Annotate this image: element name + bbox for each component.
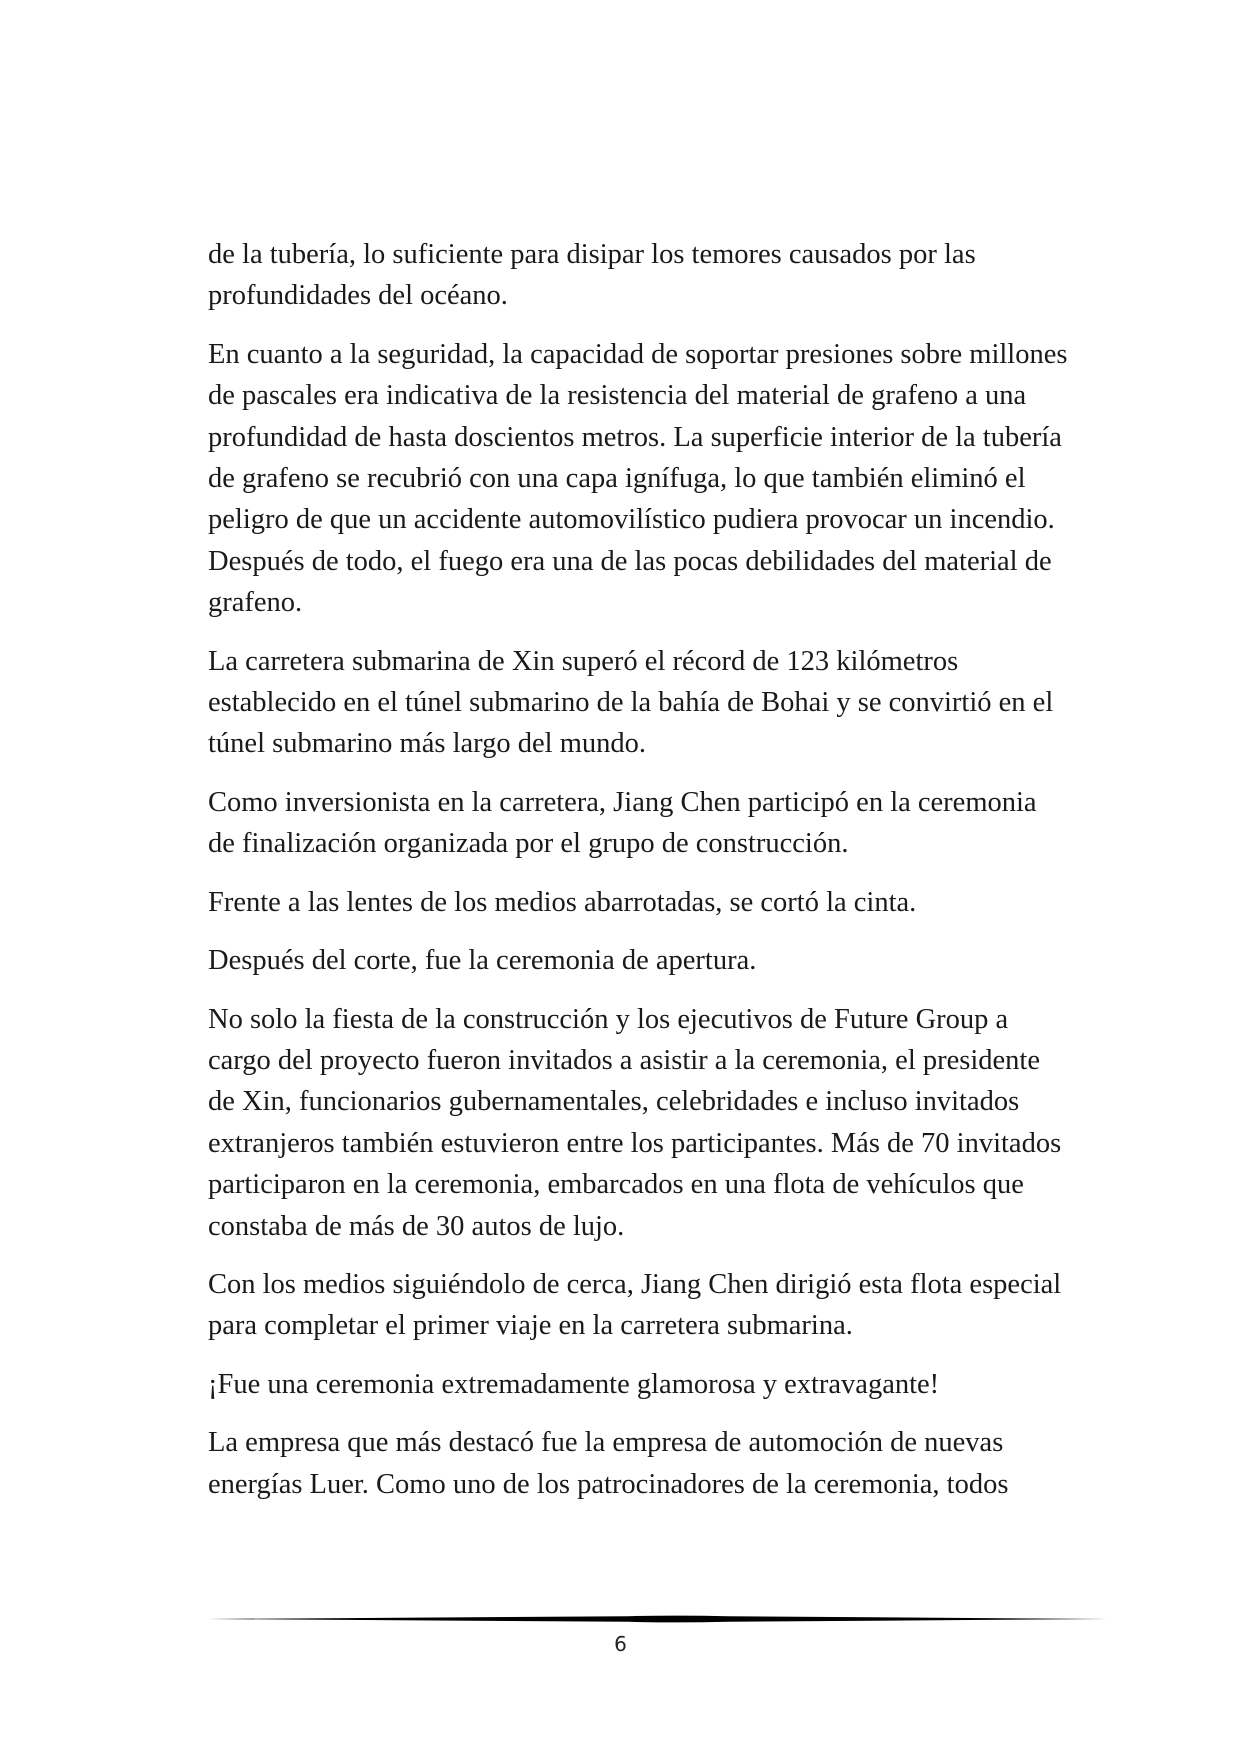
paragraph-1: de la tubería, lo suficiente para disipar los temores causados por las profundidades del océano. [208, 239, 976, 312]
paragraph-6: Después del corte, fue la ceremonia de apertura. [208, 945, 757, 977]
paragraph-10: La empresa que más destacó fue la empresa de automoción de nuevas energías Luer. Como uno de los patrocinadores de la ceremonia, todos [208, 1427, 1009, 1500]
paragraph-3: La carretera submarina de Xin superó el récord de 123 kilómetros establecido en el túnel submarino de la bahía de Bohai y se convirtió en el túnel submarino más largo del mundo. [208, 645, 1054, 760]
paragraph-7: No solo la fiesta de la construcción y los ejecutivos de Future Group a cargo del proyecto fueron invitados a asistir a la ceremonia, el presidente de Xin, funcionarios gubernamentales, celebridades e incluso invitados extranjeros también estuvieron entre los participantes. Más de 70 invitados participaron en la ceremonia, embarcados en una flota de vehículos que constaba de más de 30 autos de lujo. [208, 1003, 1062, 1242]
footer-divider [208, 1612, 1108, 1626]
footer-divider-swash [208, 1616, 1108, 1623]
paragraph-9: ¡Fue una ceremonia extremadamente glamorosa y extravagante! [208, 1368, 940, 1400]
page-number: 6 [614, 1632, 627, 1656]
paragraph-4: Como inversionista en la carretera, Jiang Chen participó en la ceremonia de finalización organizada por el grupo de construcción. [208, 786, 1037, 860]
paragraph-2: En cuanto a la seguridad, la capacidad de soportar presiones sobre millones de pascales era indicativa de la resistencia del material de grafeno a una profundidad de hasta doscientos metros. La superficie interior de la tubería de grafeno se recubrió con una capa ignífuga, lo que también eliminó el peligro de que un accidente automovilístico pudiera provocar un incendio. Después de todo, el fuego era una de las pocas debilidades del material de grafeno. [208, 338, 1068, 619]
paragraph-8: Con los medios siguiéndolo de cerca, Jiang Chen dirigió esta flota especial para completar el primer viaje en la carretera submarina. [208, 1268, 1062, 1342]
paragraph-5: Frente a las lentes de los medios abarrotadas, se cortó la cinta. [208, 886, 917, 918]
body-text [208, 234, 1068, 1522]
